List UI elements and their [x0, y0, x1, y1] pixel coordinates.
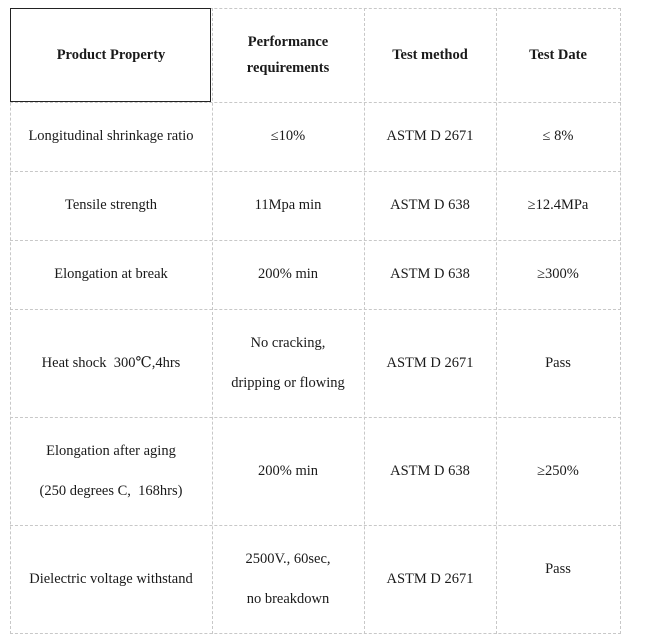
table-row-4-property	[10, 309, 212, 417]
table-row-6-method	[364, 525, 496, 633]
cell-text: ≥250%	[537, 462, 579, 479]
table-row-2-result	[496, 171, 620, 240]
header-product-property	[10, 8, 212, 102]
cell-text: ASTM D 638	[390, 462, 470, 479]
table-row-3-result	[496, 240, 620, 309]
table-row-6-performance	[212, 525, 364, 633]
cell-text-line2: no breakdown	[246, 591, 330, 607]
table-row-1-method	[364, 102, 496, 171]
cell-text-line1: Elongation after aging	[46, 443, 176, 459]
cell-text: ≤ 8%	[542, 128, 574, 144]
table-row-6-result	[496, 525, 620, 613]
cell-text: Pass	[545, 354, 571, 371]
table-row-3-performance	[212, 240, 364, 309]
table-row-2-property	[10, 171, 212, 240]
cell-text: 200% min	[257, 266, 318, 282]
table-row-4-method	[364, 309, 496, 417]
cell-text: ≥12.4MPa	[527, 197, 589, 213]
header-test-date-text: Test Date	[529, 46, 587, 63]
cell-text-line1: 2500V., 60sec,	[245, 551, 331, 567]
table-row-5-property	[10, 417, 212, 525]
table-row-5-performance	[212, 417, 364, 525]
cell-text: Pass	[545, 560, 571, 577]
cell-text: ASTM D 638	[390, 197, 470, 213]
cell-text: ASTM D 2671	[386, 354, 474, 371]
cell-text: Longitudinal shrinkage ratio	[28, 128, 194, 144]
cell-text: Dielectric voltage withstand	[29, 570, 193, 587]
cell-text-line2: (250 degrees C, 168hrs)	[39, 483, 183, 499]
table-row-3-method	[364, 240, 496, 309]
cell-text: ASTM D 2671	[386, 128, 474, 144]
table-border-bottom	[10, 633, 621, 634]
table-row-1-result	[496, 102, 620, 171]
cell-text: ≥300%	[537, 266, 579, 282]
cell-text: 11Mpa min	[254, 197, 322, 213]
cell-text: Elongation at break	[54, 266, 168, 282]
table-row-2-performance	[212, 171, 364, 240]
cell-text: Tensile strength	[64, 197, 157, 213]
header-performance	[212, 8, 364, 102]
table-row-1-property	[10, 102, 212, 171]
table-row-4-performance	[212, 309, 364, 417]
table-row-5-method	[364, 417, 496, 525]
header-test-method	[364, 8, 496, 102]
header-performance-line1: Performance	[247, 34, 329, 50]
cell-text-line1: No cracking,	[250, 335, 326, 351]
header-performance-line2: requirements	[246, 60, 330, 76]
table-row-5-result	[496, 417, 620, 525]
header-test-method-text: Test method	[392, 46, 468, 63]
header-test-date	[496, 8, 620, 102]
table-row-6-property	[10, 525, 212, 633]
table-row-1-performance	[212, 102, 364, 171]
cell-text: ≤10%	[270, 128, 306, 144]
header-product-property-text: Product Property	[56, 46, 166, 63]
table-row-3-property	[10, 240, 212, 309]
cell-text: 200% min	[257, 462, 318, 479]
cell-text: ASTM D 638	[390, 266, 470, 282]
cell-text: ASTM D 2671	[386, 570, 474, 587]
table-row-4-result	[496, 309, 620, 417]
cell-text-line2: dripping or flowing	[231, 375, 345, 391]
cell-text: Heat shock 300℃,4hrs	[41, 354, 181, 371]
table-row-2-method	[364, 171, 496, 240]
